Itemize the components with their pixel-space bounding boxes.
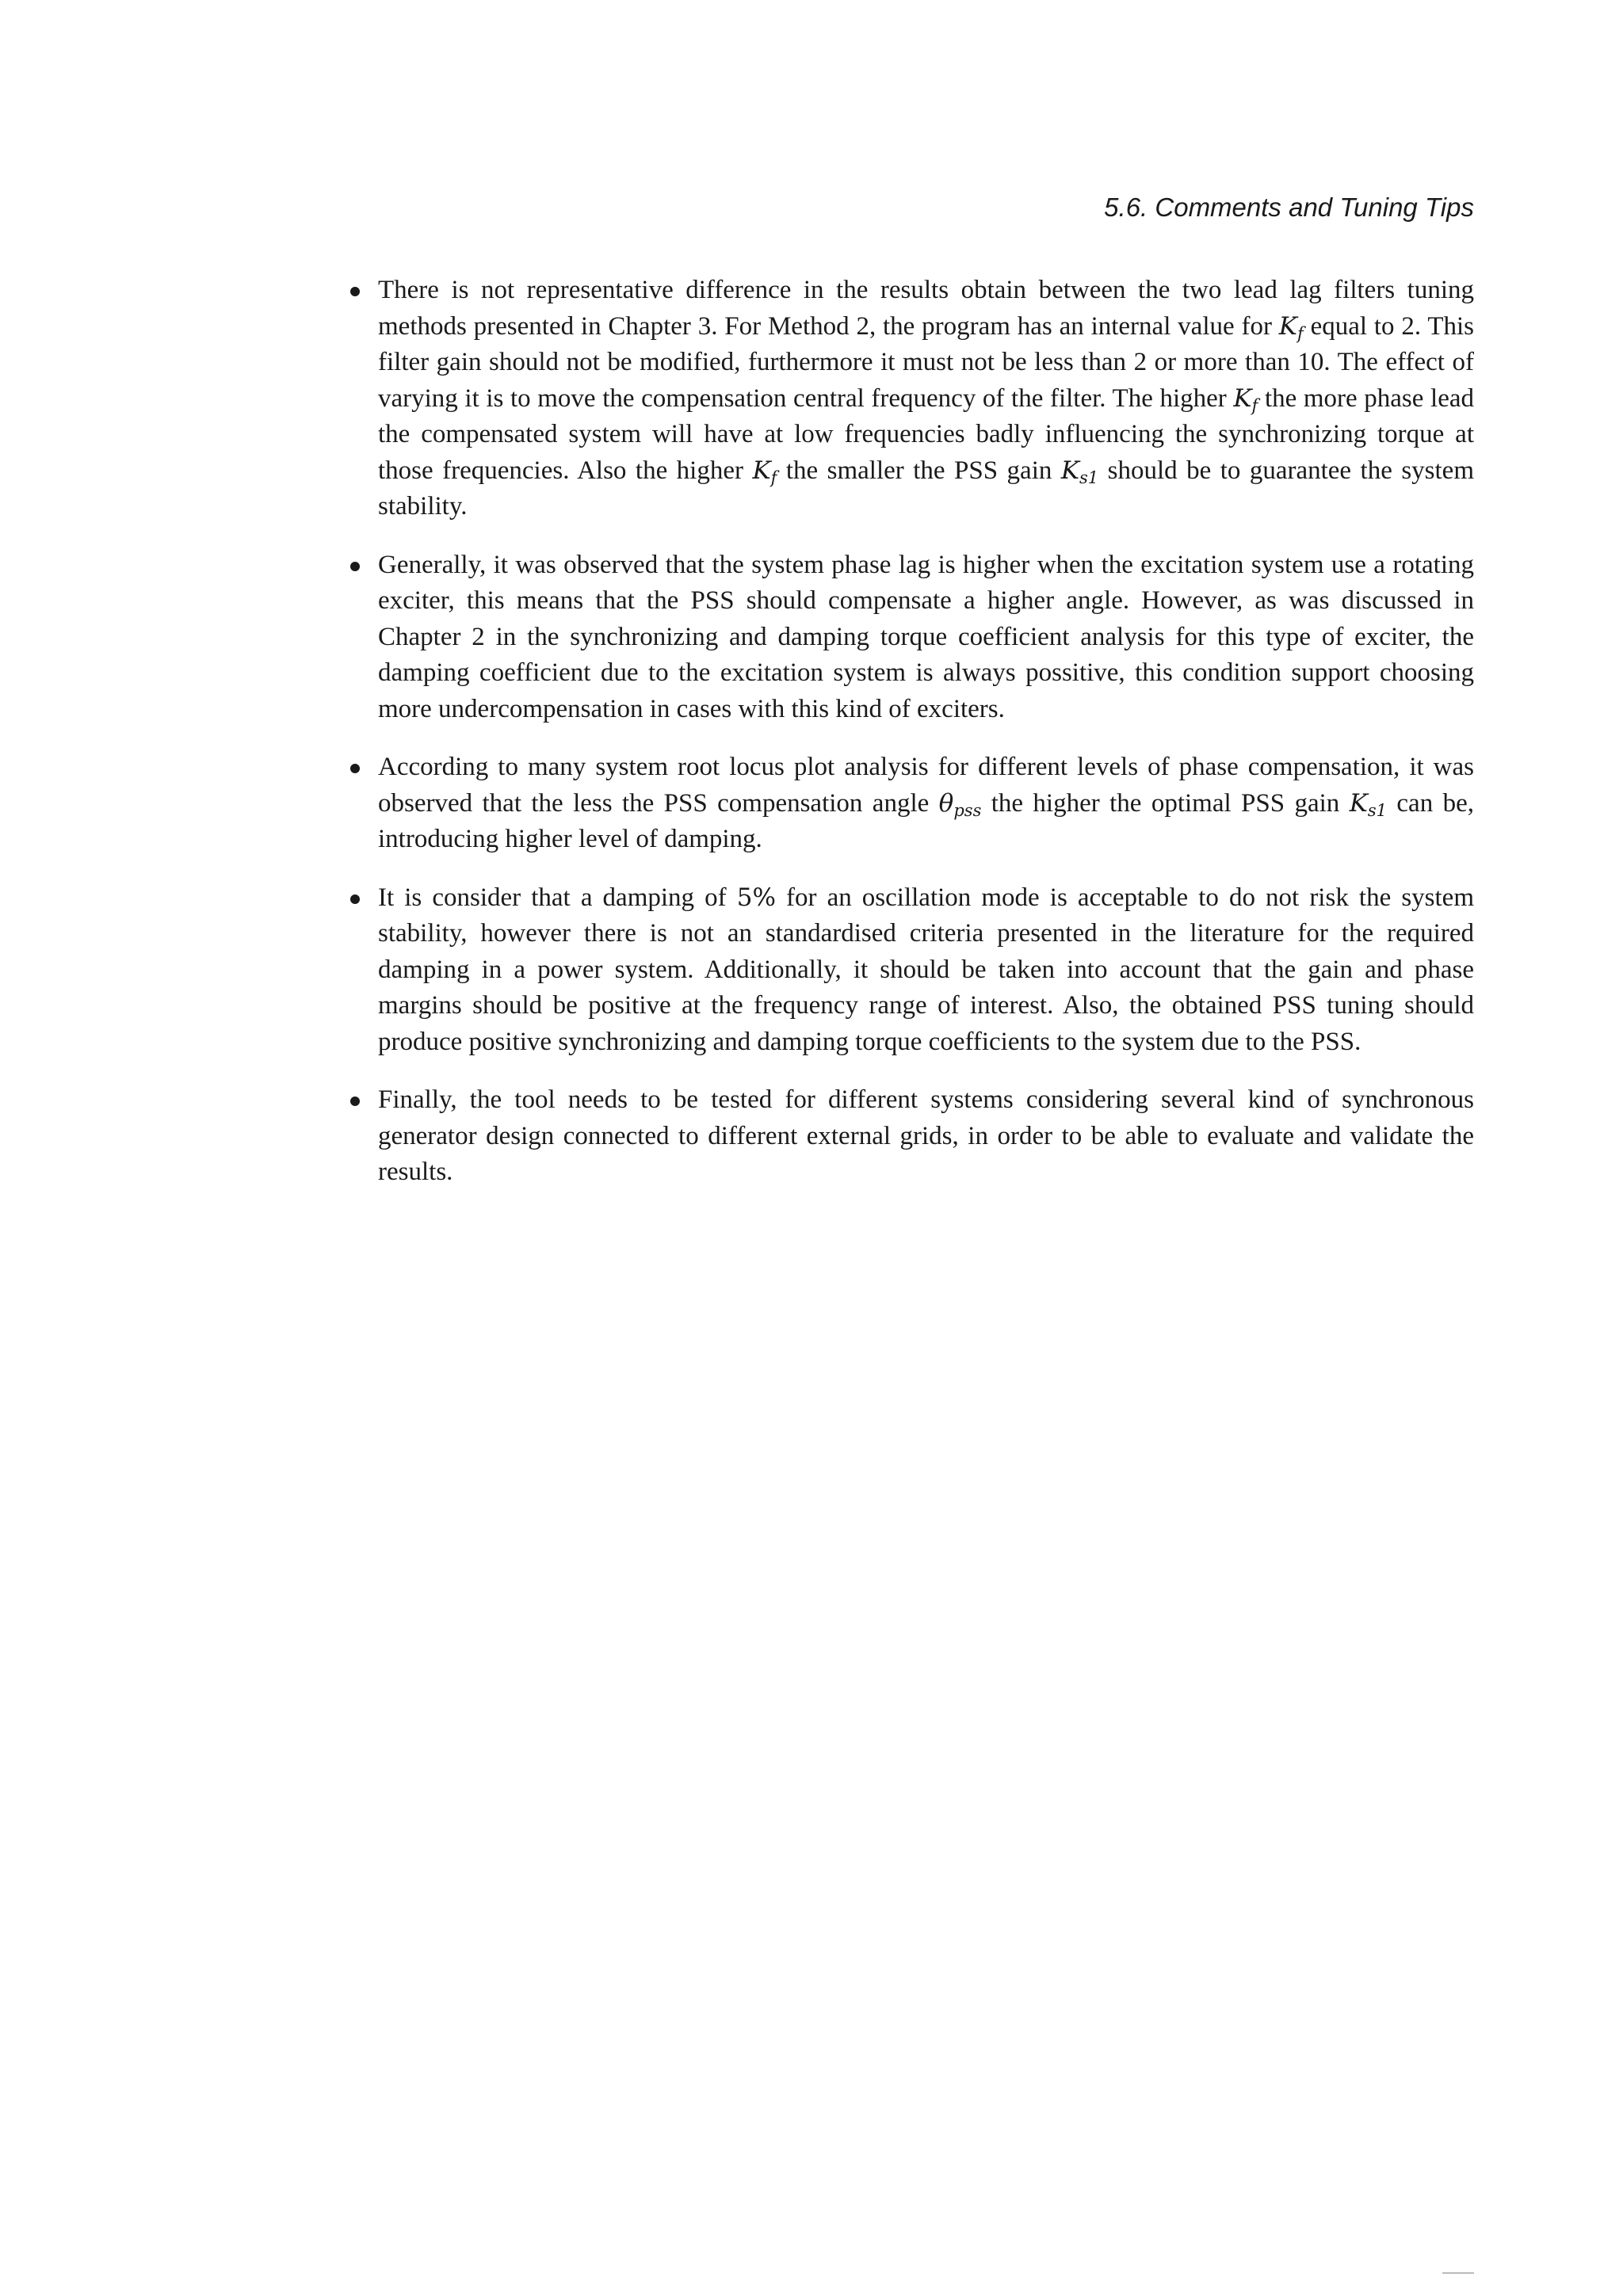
math-subscript: s1 [1367, 800, 1388, 820]
math-base: K [1233, 383, 1252, 413]
math-symbol [1350, 789, 1387, 818]
bullet-text: the higher the optimal PSS gain [981, 788, 1350, 818]
bullet-text: It is consider that a damping of [378, 883, 737, 912]
math-base: K [1349, 788, 1368, 818]
bullet-item-2 [349, 547, 1474, 728]
bullet-dot-icon [350, 1097, 360, 1106]
bullet-text: should be to guarantee the system stability. [378, 456, 1474, 521]
bullet-item-4 [349, 880, 1474, 1061]
bullet-item-3 [349, 749, 1474, 858]
bullet-dot-icon [350, 562, 360, 571]
bullet-text: for an oscillation mode is acceptable to do not risk the system stability, however there is not an standardised criteria presented in the literature for the required damping in a power system. Additionally, it should be taken into account that the gain and phase margins should be positive at the frequency range of interest. Also, the obtained PSS tuning should produce positive synchronizing and damping torque coefficients to the system due to the PSS. [378, 883, 1474, 1056]
math-symbol [752, 456, 777, 485]
math-subscript: pss [953, 800, 982, 820]
bullet-text: Generally, it was observed that the system phase lag is higher when the excitation system use a rotating exciter, this means that the PSS should compensate a higher angle. However, as was discussed in Chapter 2 in the synchronizing and damping torque coefficient analysis for this type of exciter, the damping coefficient due to the excitation system is always possitive, this condition support choosing more undercompensation in cases with this kind of exciters. [378, 550, 1474, 723]
bullet-text: According to many system root locus plot analysis for different levels of phase compensation, it was observed that the less the PSS compensation angle [378, 753, 1474, 818]
math-subscript: f [770, 467, 777, 487]
bullet-text: can be, introducing higher level of damping. [378, 788, 1474, 853]
math-percent: 5% [736, 883, 776, 912]
bullet-item-1 [349, 273, 1474, 525]
bullet-text: Finally, the tool needs to be tested for different systems considering several kind of synchronous generator design connected to different external grids, in order to be able to evaluate and validate the results. [378, 1085, 1474, 1186]
bullet-dot-icon [350, 894, 360, 904]
math-subscript: f [1296, 323, 1304, 343]
math-base: K [752, 456, 771, 485]
bullet-text: the smaller the PSS gain [777, 456, 1061, 485]
bullet-text: the more phase lead the compensated system will have at low frequencies badly influencing the synchronizing torque at those frequencies. Also the higher [378, 383, 1474, 485]
math-base: K [1278, 311, 1297, 341]
bullet-text: equal to 2. This filter gain should not be modified, furthermore it must not be less than 2 or more than 10. The effect of varying it is to move the compensation central frequency of the filter. The higher [378, 311, 1475, 413]
math-base: K [1060, 456, 1079, 485]
bullet-dot-icon [350, 287, 360, 296]
math-subscript: f [1251, 395, 1258, 415]
math-symbol [1061, 456, 1098, 485]
math-subscript: s1 [1079, 467, 1099, 487]
page-number-fragment [1442, 2272, 1474, 2277]
math-base: θ [938, 788, 954, 818]
comments-bullet-list [349, 273, 1474, 1191]
math-symbol [939, 789, 982, 818]
math-symbol [1279, 312, 1304, 341]
math-symbol [1233, 384, 1258, 413]
bullet-item-5 [349, 1082, 1474, 1191]
bullet-dot-icon [350, 764, 360, 773]
running-header: 5.6. Comments and Tuning Tips [1104, 193, 1474, 222]
bullet-text: There is not representative difference in the results obtain between the two lead lag filters tuning methods presented in Chapter 3. For Method 2, the program has an internal value for [378, 276, 1474, 341]
